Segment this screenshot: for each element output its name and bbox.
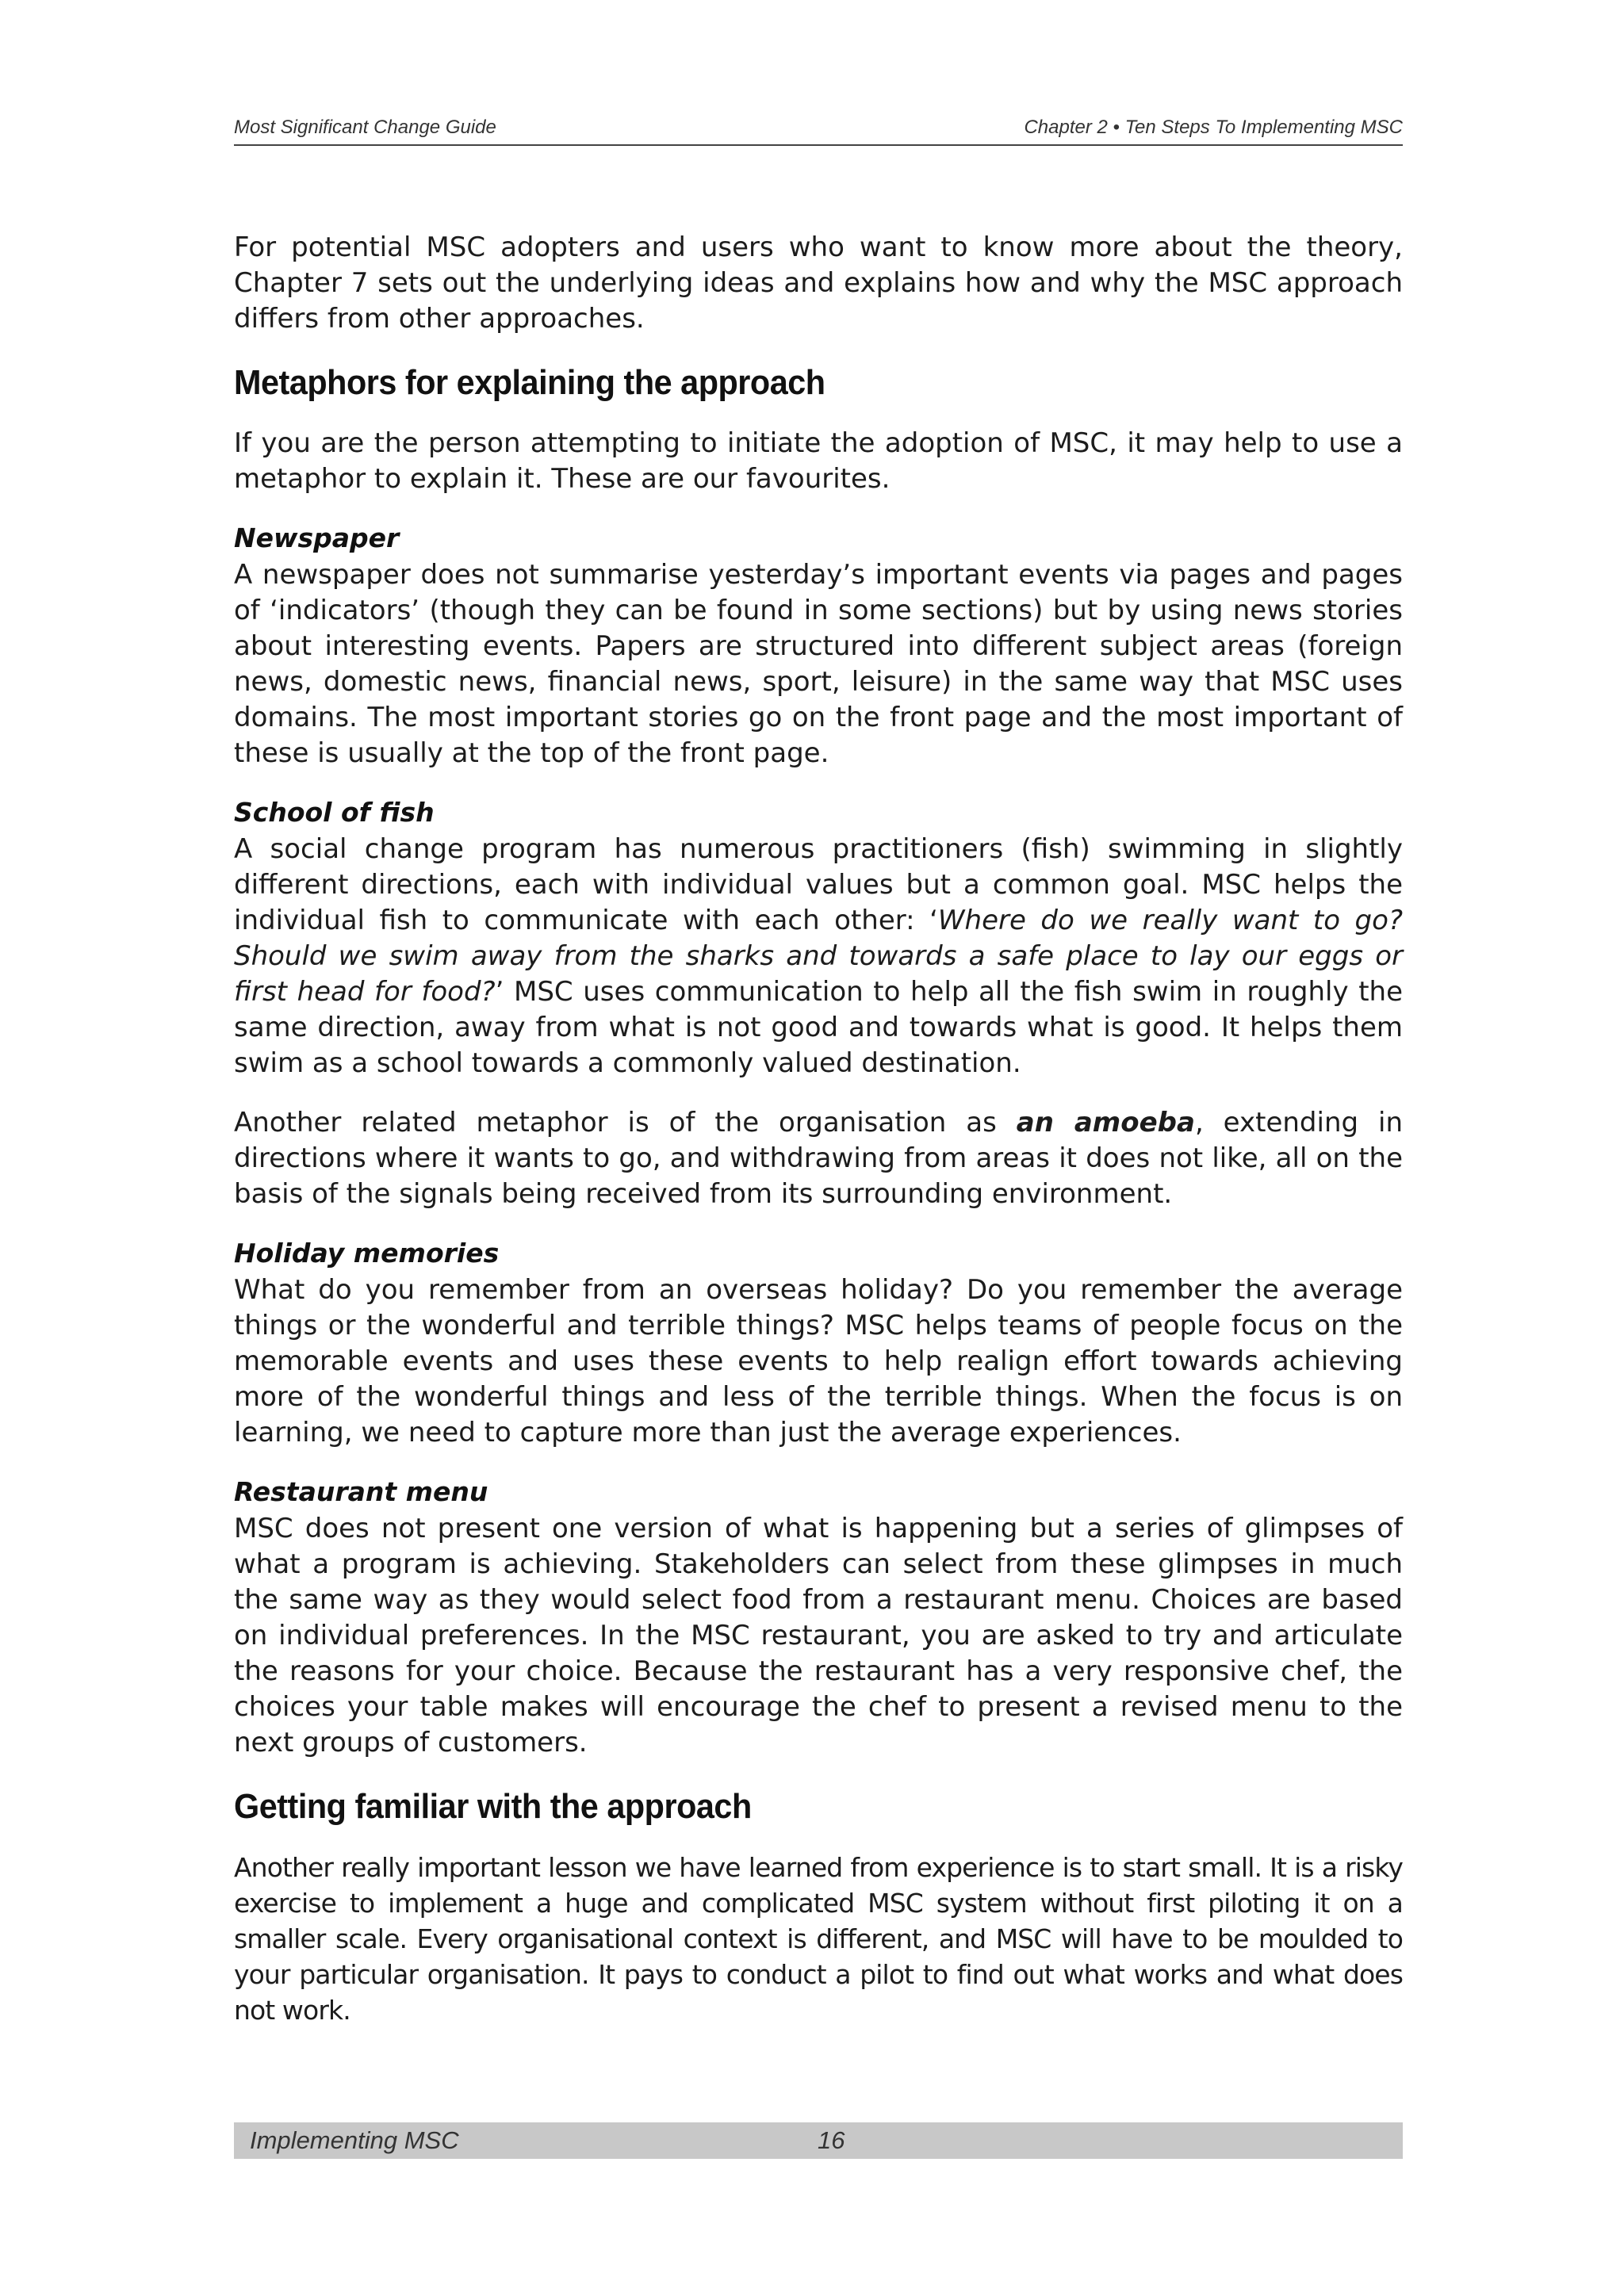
header-guide-title: Most Significant Change Guide (234, 117, 496, 138)
intro-paragraph: For potential MSC adopters and users who want to know more about the theory, Chapter 7 sets out the underlying ideas and explains how and why the MSC approach differs from other approaches. (234, 232, 1403, 335)
getting-familiar-paragraph: Another really important lesson we have learned from experience is to start small. It is a risky exercise to implement a huge and complicated MSC system without first piloting it on a smaller scale. Every organisational context is different, and MSC will have to be moulded to your particular organisation. It pays to conduct a pilot to find out what works and what does not work. (234, 1852, 1403, 2026)
page-content (234, 230, 1403, 2028)
header-rule (234, 144, 1403, 146)
holiday-memories-paragraph: What do you remember from an overseas holiday? Do you remember the average things or the wonderful and terrible things? MSC helps teams of people focus on the memorable events and uses these events to help realign effort towards achieving more of the wonderful things and less of the terrible things. When the focus is on learning, we need to capture more than just the average experiences. (234, 1274, 1403, 1448)
restaurant-menu-paragraph: MSC does not present one version of what is happening but a series of glimpses of what a program is achieving. Stakeholders can select from these glimpses in much the same way as they would select food from a restaurant menu. Choices are based on individual preferences. In the MSC restaurant, you are asked to try and articulate the reasons for your choice. Because the restaurant has a very responsive chef, the choices your table makes will encourage the chef to present a revised menu to the next groups of customers. (234, 1513, 1403, 1758)
getting-familiar-heading: Getting familiar with the approach (234, 1787, 752, 1826)
holiday-memories-subheading: Holiday memories (234, 1238, 500, 1269)
metaphors-heading: Metaphors for explaining the approach (234, 363, 825, 402)
amoeba-emphasis: an amoeba (1016, 1107, 1195, 1138)
restaurant-menu-subheading: Restaurant menu (234, 1476, 488, 1507)
fish-text-after: ’ MSC uses communication to help all the fish swim in roughly the same direction, away from what is not good and towards what is good. It helps them swim as a school towards a commonly valued destination. (234, 976, 1404, 1079)
amoeba-text-after: , extending in directions where it wants to go, and withdrawing from areas it does not like, all on the basis of the signals being received from its surrounding environment. (234, 1107, 1403, 1210)
newspaper-subheading: Newspaper (234, 522, 400, 553)
header-chapter-title: Chapter 2 • Ten Steps To Implementing MSC (1024, 117, 1403, 138)
fish-text-before: A social change program has numerous practitioners (fish) swimming in slightly different directions, each with individual values but a common goal. MSC helps the individual fish to communicate with each other: ‘ (234, 833, 1403, 936)
newspaper-paragraph: A newspaper does not summarise yesterday’s important events via pages and pages of ‘indicators’ (though they can be found in some sections) but by using news stories about interesting events. Papers are structured into different subject areas (foreign news, domestic news, financial news, sport, leisure) in the same way that MSC uses domains. The most important stories go on the front page and the most important of these is usually at the top of the front page. (234, 559, 1403, 769)
footer-title: Implementing MSC (250, 2126, 459, 2154)
school-of-fish-subheading: School of fish (234, 797, 435, 828)
amoeba-paragraph (234, 1105, 1403, 1212)
metaphors-intro-paragraph: If you are the person attempting to initiate the adoption of MSC, it may help to use a metaphor to explain it. These are our favourites. (234, 427, 1403, 495)
footer-bar (234, 2122, 1403, 2159)
fish-quote: Where do we really want to go? Should we swim away from the sharks and towards a safe place to lay our eggs or first head for food? (234, 905, 1403, 1008)
page-number: 16 (818, 2126, 845, 2154)
school-of-fish-paragraph (234, 832, 1403, 1081)
running-header (234, 116, 1403, 140)
amoeba-text-before: Another related metaphor is of the organisation as (234, 1107, 1017, 1138)
